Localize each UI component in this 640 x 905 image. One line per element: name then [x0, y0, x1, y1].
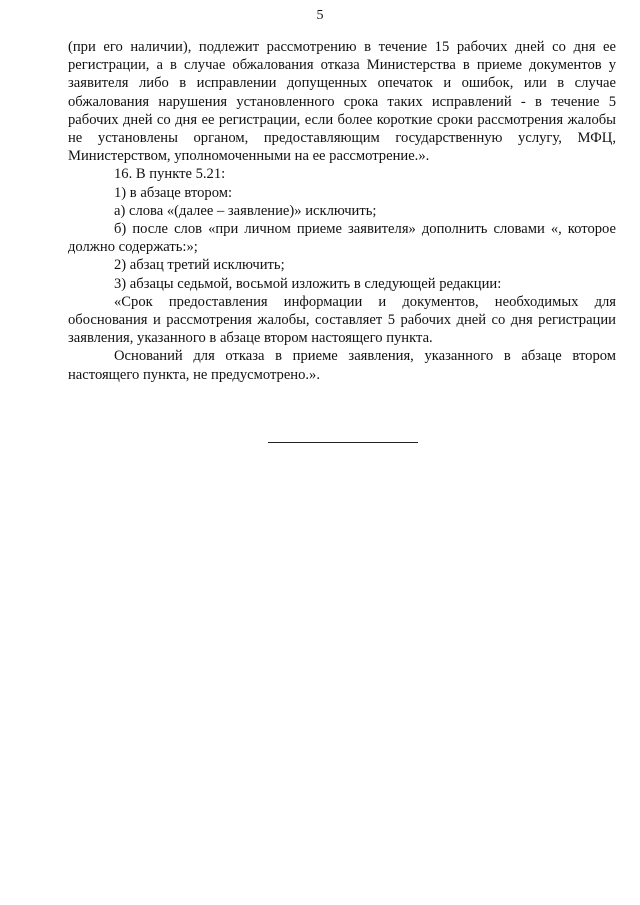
paragraph-subitem-3: 3) абзацы седьмой, восьмой изложить в следующей редакции: — [114, 275, 502, 292]
end-separator-line — [268, 442, 418, 443]
document-body — [68, 38, 616, 384]
paragraph-item-16: 16. В пункте 5.21: — [114, 166, 226, 183]
paragraph-subitem-b: б) после слов «при личном приеме заявителя» дополнить словами «, которое должно содержать:»; — [68, 221, 616, 256]
paragraph-quote-deadline: «Срок предоставления информации и документов, необходимых для обоснования и рассмотрения жалобы, составляет 5 рабочих дней со дня регистрации заявления, указанного в абзаце втором настоящего пункта. — [68, 293, 616, 347]
paragraph-subitem-2: 2) абзац третий исключить; — [114, 257, 285, 274]
page-number: 5 — [316, 8, 324, 23]
paragraph-subitem-a: а) слова «(далее – заявление)» исключить; — [114, 202, 377, 219]
paragraph-subitem-1: 1) в абзаце втором: — [114, 184, 233, 201]
paragraph-continuation: (при его наличии), подлежит рассмотрению в течение 15 рабочих дней со дня ее регистрации, а в случае обжалования отказа Министерства в приеме документов у заявителя либо в исправлении допущенных опечаток и ошибок, или в случае обжалования нарушения установленного срока таких исправлений - в течение 5 рабочих дней со дня ее регистрации, если более короткие сроки рассмотрения жалобы не установлены органом, предоставляющим государственную услугу, МФЦ, Министерством, уполномоченными на ее рассмотрение.». — [68, 39, 616, 165]
paragraph-quote-no-refusal: Оснований для отказа в приеме заявления, указанного в абзаце втором настоящего пункта, не предусмотрено.». — [68, 348, 616, 383]
